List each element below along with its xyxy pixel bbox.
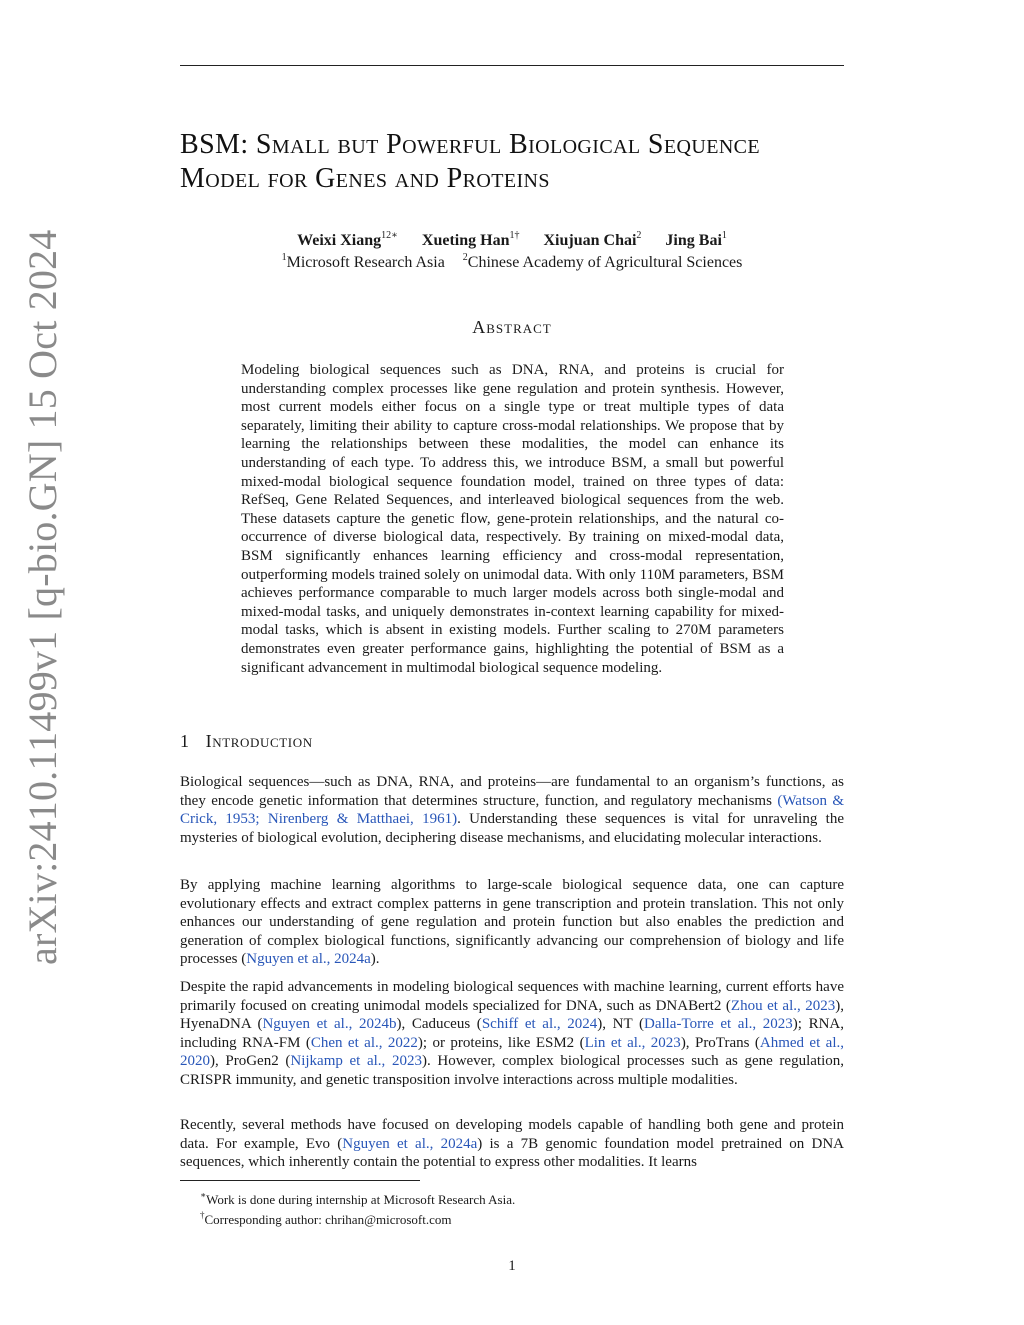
arxiv-stamp: arXiv:2410.11499v1 [q-bio.GN] 15 Oct 2024 xyxy=(20,229,65,965)
author: Xueting Han$^{1\dagger}$ xyxy=(421,230,520,249)
footnote: ∗Work is done during internship at Microsoft Research Asia. xyxy=(200,1190,516,1207)
citation-link[interactable]: Dalla-Torre et al., 2023 xyxy=(643,1016,793,1033)
citation-link[interactable]: Nguyen et al., 2024a xyxy=(342,1135,478,1152)
title-line-1: BSM: Small but Powerful Biological Sequence xyxy=(180,129,761,160)
paragraph: Despite the rapid advancements in modeling biological sequences with machine learning, current efforts have primarily focused on creating unimodal models specialized for DNA, such as DNABert2 (Zhou et al., 2023), HyenaDNA (Nguyen et al., 2024b), Caduceus (Schiff et al., 2024), NT (Dalla-Torre et al., 2023); RNA, including RNA-FM (Chen et al., 2022); or proteins, like ESM2 (Lin et al., 2023), ProTrans (Ahmed et al., 2020), ProGen2 (Nijkamp et al., 2023). However, complex biological processes such as gene regulation, CRISPR immunity, and genetic transposition involve interactions across multiple modalities. xyxy=(180,979,845,1088)
page-number: 1 xyxy=(508,1258,516,1274)
citation-link[interactable]: Nguyen et al., 2024b xyxy=(262,1016,397,1033)
citation-link[interactable]: Zhou et al., 2023 xyxy=(730,997,836,1014)
title-line-2: Model for Genes and Proteins xyxy=(180,163,550,194)
paragraph: Biological sequences—such as DNA, RNA, and proteins—are fundamental to an organism’s functions, as they encode genetic information that determines structure, function, and regulatory mechanisms (Watson & Crick, 1953; Nirenberg & Matthaei, 1961). Understanding these sequences is vital for unraveling the mysteries of biological evolution, deciphering disease mechanisms, and elucidating molecular interactions. xyxy=(180,774,844,846)
footnote: †Corresponding author: chrihan@microsoft.com xyxy=(200,1210,452,1227)
citation-link[interactable]: Schiff et al., 2024 xyxy=(481,1016,598,1033)
affiliation: $^1$Microsoft Research Asia xyxy=(281,252,445,271)
citation-link[interactable]: Nijkamp et al., 2023 xyxy=(290,1053,422,1070)
author: Jing Bai$^1$ xyxy=(665,230,727,249)
abstract-heading: Abstract xyxy=(472,317,552,337)
paragraph: Recently, several methods have focused on developing models capable of handling both gene and protein data. For example, Evo (Nguyen et al., 2024a) is a 7B genomic foundation model pretrained on DNA sequences, which inherently contain the potential to express other modalities. It learns xyxy=(180,1117,844,1171)
section-title: Introduction xyxy=(205,731,313,751)
citation-link[interactable]: (Watson & Crick, 1953; Nirenberg & Matthaei, 1961) xyxy=(180,792,844,828)
abstract-body: Modeling biological sequences such as DNA, RNA, and proteins is crucial for understanding complex processes like gene regulation and protein synthesis. However, most current models either focus on a single type or treat multiple types of data separately, limiting their ability to capture cross-modal relationships. We propose that by learning the relationships between these modalities, the model can enhance its understanding of each type. To address this, we introduce BSM, a small but powerful mixed-modal biological sequence foundation model, trained on three types of data: RefSeq, Gene Related Sequences, and interleaved biological sequences from the web. These datasets capture the genetic flow, gene-protein relationships, and the natural co-occurrence of diverse biological data, respectively. By training on mixed-modal data, BSM significantly enhances learning efficiency and cross-modal representation, outperforming models trained solely on unimodal data. With only 110M parameters, BSM achieves performance comparable to much larger models across both single-modal and mixed-modal tasks, and uniquely demonstrates in-context learning capability for mixed-modal tasks, which is absent in existing models. Further scaling to 270M parameters demonstrates even greater performance gains, highlighting the potential of BSM as a significant advancement in multimodal biological sequence modeling. xyxy=(241,362,784,676)
author: Xiujuan Chai$^2$ xyxy=(543,230,642,249)
citation-link[interactable]: Nguyen et al., 2024a xyxy=(246,951,371,968)
paragraph: By applying machine learning algorithms to large-scale biological sequence data, one can capture evolutionary effects and extract complex patterns in gene transcription and protein translation. This not only enhances our understanding of gene regulation and protein function but also enables the prediction and generation of complex biological functions, significantly advancing our comprehension of biology and life processes (Nguyen et al., 2024a). xyxy=(180,877,844,968)
citation-link[interactable]: Ahmed et al., 2020 xyxy=(180,1034,845,1070)
section-number: 1 xyxy=(180,731,190,751)
paper-title xyxy=(180,128,860,196)
affiliations xyxy=(180,248,844,273)
author: Weixi Xiang$^{12∗}$ xyxy=(297,230,398,249)
affiliation: $^2$Chinese Academy of Agricultural Sciences xyxy=(462,252,743,271)
citation-link[interactable]: Lin et al., 2023 xyxy=(584,1034,681,1051)
citation-link[interactable]: Chen et al., 2022 xyxy=(310,1034,418,1051)
header-rule xyxy=(180,65,844,66)
section-heading xyxy=(180,731,313,752)
footnote-rule xyxy=(180,1180,420,1181)
